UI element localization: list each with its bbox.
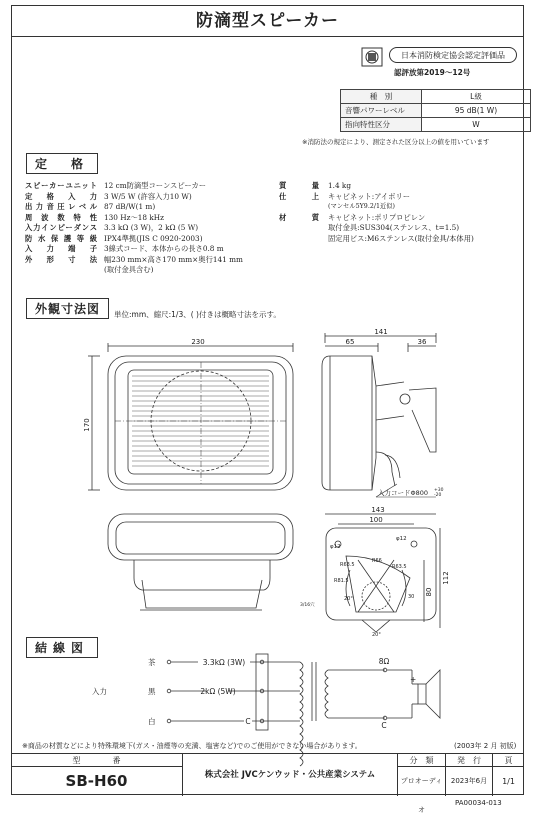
table-cell: 音響パワーレベル: [341, 104, 422, 118]
speaker-polarity-plus: +: [410, 675, 417, 684]
spec-value: 1.4 kg: [328, 181, 352, 190]
dim-bracket-angle-a: 20°: [344, 596, 353, 602]
dimensions-heading: 外観寸法図: [26, 298, 109, 319]
table-header: 種 別: [341, 90, 422, 104]
dim-bracket-hole: 3/16穴: [300, 603, 315, 608]
class-value: プロオーディオ: [398, 767, 446, 796]
wire-color-brown: 茶: [148, 658, 156, 667]
spec-value: (マンセル5Y9.2/1近似): [328, 203, 395, 210]
bracket-view: [300, 506, 450, 638]
table-cell: 指向特性区分: [341, 118, 422, 132]
issue-label: 発 行: [446, 754, 493, 767]
dim-bracket-angle-b: 20°: [372, 632, 381, 638]
footer-note: ※商品の材質などにより特殊環境下(ガス・油煙等の充満、塩害など)でのご使用ができない場合があります。: [22, 742, 362, 750]
spec-heading: 定 格: [26, 153, 98, 174]
issue-value: 2023年6月: [446, 767, 493, 796]
class-label: 分 類: [398, 754, 446, 767]
edition-label: (2003年 2 月 初版): [454, 742, 517, 750]
spec-label: 防水保護等級: [25, 233, 97, 243]
document-id: PA00034-013: [455, 799, 502, 807]
dim-bracket-112: 112: [442, 571, 450, 585]
wiring-heading: 結線図: [26, 637, 98, 658]
wire-value-brown: 3.3kΩ (3W): [202, 658, 246, 667]
spec-label: 出力音圧レベル: [25, 202, 97, 211]
spec-label: スピーカーユニット: [25, 181, 97, 190]
spec-value: IPX4準拠(JIS C 0920-2003): [104, 233, 203, 243]
dimensions-note: 単位:mm、縮尺:1/3、( )付きは概略寸法を示す。: [114, 310, 281, 319]
model-number: SB-H60: [11, 767, 183, 796]
spec-value: 87 dB/W(1 m): [104, 202, 156, 211]
spec-label: 定格入力: [25, 191, 97, 201]
spec-value: 取付金具:SUS304(ステンレス、t=1.5): [328, 223, 460, 232]
spec-value: 12 cm防滴型コーンスピーカー: [104, 181, 207, 190]
dim-bracket-100: 100: [369, 516, 383, 524]
page-title: 防滴型スピーカー: [12, 6, 523, 37]
dim-side-36: 36: [417, 338, 427, 346]
wire-color-black: 黒: [148, 687, 156, 696]
page-label: 頁: [493, 754, 524, 767]
bottom-view: [108, 514, 293, 610]
spec-label: 外形寸法: [25, 254, 97, 264]
spec-value: 3.3 kΩ (3 W)，2 kΩ (5 W): [104, 223, 199, 232]
dim-front-width: 230: [191, 338, 205, 346]
spec-label: 入力端子: [25, 244, 97, 253]
input-label: 入力: [92, 687, 107, 696]
spec-label: 周波数特性: [25, 212, 97, 222]
certification-number: 認評放第2019〜12号: [394, 68, 471, 77]
spec-value: (取付金具含む): [104, 265, 154, 274]
dim-side-65: 65: [345, 338, 355, 346]
spec-value: 幅230 mm×高さ170 mm×奥行141 mm: [104, 254, 243, 264]
dim-bracket-r-c: R63.5: [392, 564, 407, 570]
spec-label: 入力インピーダンス: [25, 223, 97, 232]
dim-side-depth: 141: [374, 328, 388, 336]
secondary-impedance: 8Ω: [378, 657, 390, 666]
table-cell: W: [422, 118, 531, 132]
spec-value: 3線式コード、本体からの長さ0.8 m: [104, 244, 224, 253]
spec-value: 130 Hz〜18 kHz: [104, 212, 164, 222]
dim-bracket-phi12a: φ12: [330, 544, 341, 550]
cord-label: 入力コードΦ800: [378, 489, 429, 497]
page-value: 1/1: [502, 777, 515, 786]
table-cell: 95 dB(1 W): [422, 104, 531, 118]
dim-bracket-30: 30: [408, 594, 415, 600]
dim-bracket-r-a: R63.5: [340, 562, 355, 568]
spec-label: 質量: [279, 181, 319, 190]
cord-tolerance-plus: +30: [434, 488, 444, 493]
spec-value: キャビネット:アイボリー: [328, 191, 411, 201]
class-table-note: ※消防法の規定により、測定された区分以上の値を用いています: [302, 138, 490, 146]
cord-tolerance-minus: -20: [434, 493, 442, 498]
dim-front-height: 170: [83, 418, 91, 432]
type-label: 型 番: [11, 754, 183, 767]
spec-label: 仕上: [279, 191, 319, 201]
table-header: L級: [422, 90, 531, 104]
wire-value-white: C: [245, 717, 251, 726]
front-view: [83, 338, 293, 490]
spec-value: 固定用ビス:M6ステンレス(取付金具/本体用): [328, 233, 474, 243]
certification-badge: 日本消防検定協会認定評価品: [389, 47, 517, 63]
dim-bracket-r-b: R66: [372, 558, 382, 564]
spec-value: キャビネット:ポリプロピレン: [328, 212, 426, 222]
wire-color-white: 白: [148, 717, 156, 726]
wire-value-black: 2kΩ (5W): [200, 687, 236, 696]
dim-bracket-80: 80: [425, 587, 433, 597]
spec-label: 材質: [279, 212, 319, 222]
dim-bracket-r-d: R81.5: [334, 578, 349, 584]
dim-bracket-143: 143: [371, 506, 385, 514]
spec-value: 3 W/5 W (許容入力10 W): [104, 191, 192, 201]
secondary-common: C: [381, 721, 387, 730]
company-name: 株式会社 JVCケンウッド・公共産業システム: [183, 754, 398, 796]
cord-callout: [376, 484, 444, 498]
dim-bracket-phi12b: φ12: [396, 536, 407, 542]
side-view: [322, 328, 436, 490]
